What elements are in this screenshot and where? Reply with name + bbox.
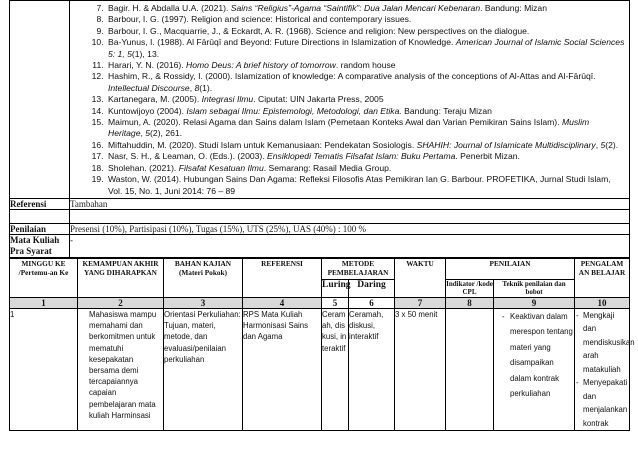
- references-label-cell: [10, 1, 70, 199]
- rps-page: [9, 0, 635, 451]
- reference-text: Ensiklopedi Tematis Filsafat Islam: Buku Pertama: [267, 151, 456, 162]
- row-indikator: [446, 308, 494, 431]
- reference-text: Homo Deus: A brief history of tomorrow: [186, 60, 336, 71]
- reference-text: SHAHIH: Journal of Islamicate Multidisciplinary: [416, 139, 596, 150]
- col-number: 1: [10, 297, 78, 308]
- header-bahan: BAHAN KAJIAN (Materi Pokok): [164, 258, 243, 297]
- header-indikator: Indikator /kode CPL: [446, 279, 493, 297]
- col-number: 7: [395, 297, 446, 308]
- reference-text: . Ciputat: UIN Jakarta Press, 2005: [253, 94, 384, 105]
- reference-item: [106, 106, 625, 117]
- table-row: [10, 308, 630, 431]
- row-pengalaman: [575, 308, 635, 431]
- reference-item: [106, 26, 625, 37]
- header-waktu: WAKTU: [395, 258, 446, 297]
- col-number: 5: [322, 297, 349, 308]
- reference-text: Waston, W. (2014). Hubungan Sains Dan Agama: Refleksi Filosofis Atas Pemikiran Ian G. Barbour. PROFETIKA, Jurnal Studi Islam, Vol. 15, No. 1, Juni 2014: 76 – 89: [108, 174, 611, 196]
- header-pengalaman: PENGALAM AN BELAJAR: [575, 258, 630, 297]
- prasyarat-row: [10, 234, 630, 257]
- prasyarat-value: -: [70, 234, 630, 257]
- reference-text: Maimun, A. (2020). Relasi Agama dan Sains dalam Islam (Pemetaan Konteks Awal dan Varian Pemikiran Sains Islam).: [108, 117, 562, 128]
- reference-text: 5: [600, 139, 606, 150]
- header-row-1: [10, 258, 630, 279]
- reference-text: Miftahuddin, M. (2020). Studi Islam untuk Kemanusiaan: Pendekatan Sosiologis.: [108, 139, 417, 150]
- reference-text: American Journal of Islamic Social Sciences 5: 1, 5: [108, 37, 625, 59]
- row-luring: Ceramah, diskusi, interaktif: [322, 308, 349, 431]
- prasyarat-label: Mata Kuliah Pra Syarat: [10, 234, 70, 257]
- col-number: 6: [349, 297, 395, 308]
- reference-text: Hashim, R., & Rossidy, I. (2000). Islamization of knowledge: A comparative analysis of the conceptions of Al-Attas and Al-Fārūqī.: [108, 71, 596, 82]
- reference-text: Sains “Religius”-Agama “Saintifik”: Dua Jalan Mencari Kebenaran: [230, 3, 481, 13]
- pengalaman-item: - Menyepakati dan menjalankan kontrak: [575, 376, 629, 430]
- reference-text: (1), 13.: [131, 48, 160, 59]
- reference-item: [106, 94, 625, 105]
- reference-item: [106, 71, 625, 94]
- row-waktu: 3 x 50 menit: [395, 308, 446, 431]
- reference-text: (2), 261.: [150, 128, 183, 139]
- reference-text: Kuntowijoyo (2004).: [108, 105, 187, 116]
- header-metode: METODE PEMBELAJARAN: [322, 258, 395, 279]
- reference-item: [106, 174, 625, 197]
- row-kemampuan: Mahasiswa mampu memahami dan berkomitmen untuk mematuhi kesepakatan bersama demi tercapaiannya capaian pembelajaran mata kuliah Harminsasi: [78, 308, 164, 431]
- references-cell: [70, 1, 630, 199]
- reference-text: 8: [194, 82, 200, 93]
- rps-info-table: [9, 0, 630, 258]
- reference-text: . random house: [335, 60, 396, 71]
- pengalaman-list: [575, 309, 635, 431]
- referensi-value: Tambahan: [70, 198, 630, 209]
- header-teknik: Teknik penilaian dan bobot: [494, 279, 575, 297]
- header-referensi: REFERENSI: [243, 258, 322, 297]
- reference-text: 5: [145, 128, 151, 139]
- col-number: 9: [494, 297, 575, 308]
- referensi-label: Referensi: [10, 198, 70, 209]
- col-number: 2: [78, 297, 164, 308]
- reference-text: Islam sebagai Ilmu: Epistemologi, Metodologi, dan Etika.: [186, 105, 402, 116]
- col-number: 3: [164, 297, 243, 308]
- reference-text: Harari, Y. N. (2016).: [108, 60, 187, 71]
- reference-item: [106, 14, 625, 25]
- header-daring: Daring: [349, 279, 395, 297]
- teknik-item: - Keaktivan dalam merespon tentang materi yang disampaikan dalam kontrak perkuliahan: [504, 309, 574, 402]
- reference-text: ,: [189, 82, 195, 93]
- col-number: 4: [243, 297, 322, 308]
- reference-text: . Penerbit Mizan.: [455, 151, 520, 162]
- header-kemampuan: KEMAMPUAN AKHIR YANG DIHARAPKAN: [78, 258, 164, 297]
- reference-text: Barbour, I. G., Macquarrie, J., & Eckardt, A. R. (1968). Science and religion: New perspectives on the dialogue.: [108, 25, 530, 36]
- reference-item: [106, 3, 625, 14]
- rps-schedule-table: [9, 258, 635, 432]
- reference-item: [106, 163, 625, 174]
- reference-text: Filsafat Kesatuan Ilmu: [178, 162, 264, 173]
- pengalaman-item: - Mengkaji dan mendiskusikan arah matakuliah: [575, 309, 629, 377]
- col-number: 8: [446, 297, 494, 308]
- reference-text: (2).: [605, 139, 619, 150]
- reference-item: [106, 117, 625, 140]
- teknik-list: [494, 309, 574, 402]
- references-row: [10, 1, 630, 199]
- reference-text: Muslim Heritage: [108, 117, 590, 139]
- reference-item: [106, 60, 625, 71]
- referensi-row: [10, 198, 630, 209]
- reference-item: [106, 37, 625, 60]
- reference-text: Bagir. H. & Abdalla U.A. (2021).: [108, 3, 231, 13]
- reference-text: Barbour, I. G. (1997). Religion and science: Historical and contemporary issues.: [108, 14, 412, 25]
- reference-text: ,: [140, 128, 146, 139]
- penilaian-value: Presensi (10%), Partisipasi (10%), Tugas (15%), UTS (25%), UAS (40%) : 100 %: [70, 223, 630, 234]
- reference-text: Intellectual Discourse: [108, 82, 190, 93]
- header-penilaian: PENILAIAN: [446, 258, 575, 279]
- reference-item: [106, 151, 625, 162]
- penilaian-label: Penilaian: [10, 223, 70, 234]
- row-daring: Ceramah, diskusi, interaktif: [349, 308, 395, 431]
- reference-text: Integrasi Ilmu: [201, 94, 254, 105]
- reference-text: ,: [595, 139, 601, 150]
- reference-text: . Semarang: Rasail Media Group.: [263, 162, 392, 173]
- row-teknik: [494, 308, 575, 431]
- col-number: 10: [575, 297, 630, 308]
- row-minggu: 1: [10, 308, 78, 431]
- row-bahan: Orientasi Perkuliahan: Tujuan, materi, metode, dan evaluasi/penilaian perkuliahan: [164, 308, 243, 431]
- reference-text: Ba-Yunus, I. (1988). Al Fārūqī and Beyond: Future Directions in Islamization of Knowledge.: [108, 37, 456, 48]
- reference-text: . Bandung: Mizan: [480, 3, 547, 13]
- reference-text: Sholehan. (2021).: [108, 162, 179, 173]
- header-luring: Luring: [322, 279, 349, 297]
- header-minggu: MINGGU KE /Pertemu-an Ke: [10, 258, 78, 297]
- reference-text: (1).: [199, 82, 213, 93]
- reference-text: Nasr, S. H., & Leaman, O. (Eds.). (2003).: [108, 151, 268, 162]
- reference-text: Bandung: Teraju Mizan: [401, 105, 492, 116]
- references-list: [70, 1, 629, 198]
- column-number-row: [10, 297, 630, 308]
- reference-item: [106, 140, 625, 151]
- row-referensi: RPS Mata Kuliah Harmonisasi Sains dan Agama: [243, 308, 322, 431]
- empty-row: [10, 209, 630, 223]
- reference-text: Kartanegara, M. (2005).: [108, 94, 202, 105]
- penilaian-row: [10, 223, 630, 234]
